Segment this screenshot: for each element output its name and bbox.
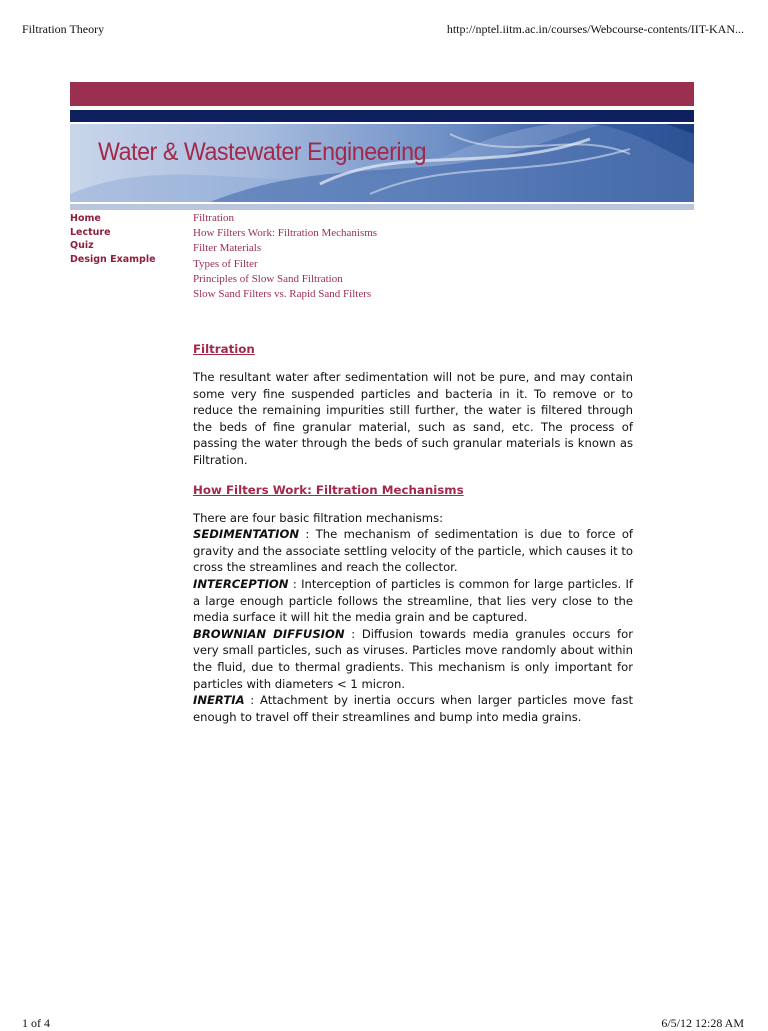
mechanism-term: INERTIA — [193, 693, 245, 708]
print-header-title: Filtration Theory — [22, 22, 105, 36]
banner-navy-bar — [70, 110, 694, 122]
banner-bottom-bar — [70, 204, 694, 210]
nav-link-quiz[interactable]: Quiz — [70, 240, 94, 251]
main-content — [193, 340, 633, 725]
print-header-url: http://nptel.iitm.ac.in/courses/Webcourse-contents/IIT-KAN... — [446, 22, 744, 36]
mechanism-sedimentation: SEDIMENTATION : The mechanism of sedimentation is due to force of gravity and the associate settling velocity of the particle, which causes it to cross the streamlines and reach the collector. — [193, 527, 633, 575]
nav-link-lecture[interactable]: Lecture — [70, 226, 111, 238]
mechanism-brownian-diffusion: BROWNIAN DIFFUSION : Diffusion towards media granules occurs for very small particles, such as viruses. Particles move randomly about within the fluid, due to thermal gradients. This mechanism is only important for particles with diameters < 1 micron. — [193, 626, 633, 691]
site-banner — [70, 82, 694, 212]
mechanism-term: INTERCEPTION — [193, 576, 289, 591]
topic-link-filter-materials[interactable]: Filter Materials — [193, 242, 262, 255]
topic-links — [193, 211, 377, 302]
site-title: Water & Wastewater Engineering — [98, 138, 427, 166]
mechanism-interception: INTERCEPTION : Interception of particles is common for large particles. If a large enough particle follows the streamline, that lies very close to the media surface it will hit the media grain and be captured. — [193, 576, 633, 625]
mechanism-term: BROWNIAN DIFFUSION — [193, 626, 345, 641]
print-footer-datetime: 6/5/12 12:28 AM — [661, 1016, 744, 1030]
nav-link-home[interactable]: Home — [70, 213, 101, 224]
topic-link-slow-sand-principles[interactable]: Principles of Slow Sand Filtration — [193, 272, 343, 285]
mechanisms-intro: There are four basic filtration mechanisms: — [193, 510, 444, 525]
nav-link-design-example[interactable]: Design Example — [70, 253, 156, 265]
banner-water-image — [70, 124, 694, 202]
mechanism-inertia: INERTIA : Attachment by inertia occurs when larger particles move fast enough to travel off their streamlines and bump into media grains. — [193, 693, 633, 724]
left-nav — [70, 212, 156, 266]
mechanism-description: Diffusion towards media granules occurs for very small particles, such as viruses. Particles move randomly about within the fluid, due to thermal gradients. This mechanism is only important for particles with diameters < 1 micron. — [193, 626, 633, 691]
topic-link-types-of-filter[interactable]: Types of Filter — [193, 257, 258, 270]
mechanism-description: Interception of particles is common for large particles. If a large enough particle follows the streamline, that lies very close to the media surface it will hit the media grain and be captured. — [193, 576, 633, 625]
topic-link-mechanisms[interactable]: How Filters Work: Filtration Mechanisms — [193, 227, 378, 240]
banner-top-bar — [70, 82, 694, 106]
filtration-paragraph: The resultant water after sedimentation will not be pure, and may contain some very fine suspended particles and bacteria in it. To remove or to reduce the remaining impurities still further, the water is filtered through the beds of fine granular material, such as sand, etc. The process of passing the water through the beds of such granular materials is known as Filtration. — [193, 370, 633, 467]
mechanism-term: SEDIMENTATION — [193, 527, 300, 542]
print-footer-page: 1 of 4 — [22, 1016, 50, 1030]
mechanism-description: The mechanism of sedimentation is due to force of gravity and the associate settling velocity of the particle, which causes it to cross the streamlines and reach the collector. — [193, 527, 633, 575]
topic-link-slow-vs-rapid[interactable]: Slow Sand Filters vs. Rapid Sand Filters — [193, 288, 372, 301]
mechanisms-heading: How Filters Work: Filtration Mechanisms — [193, 482, 464, 497]
mechanism-description: Attachment by inertia occurs when larger particles move fast enough to travel off their streamlines and bump into media grains. — [193, 693, 633, 724]
topic-link-filtration[interactable]: Filtration — [193, 212, 234, 224]
filtration-heading: Filtration — [193, 342, 255, 356]
